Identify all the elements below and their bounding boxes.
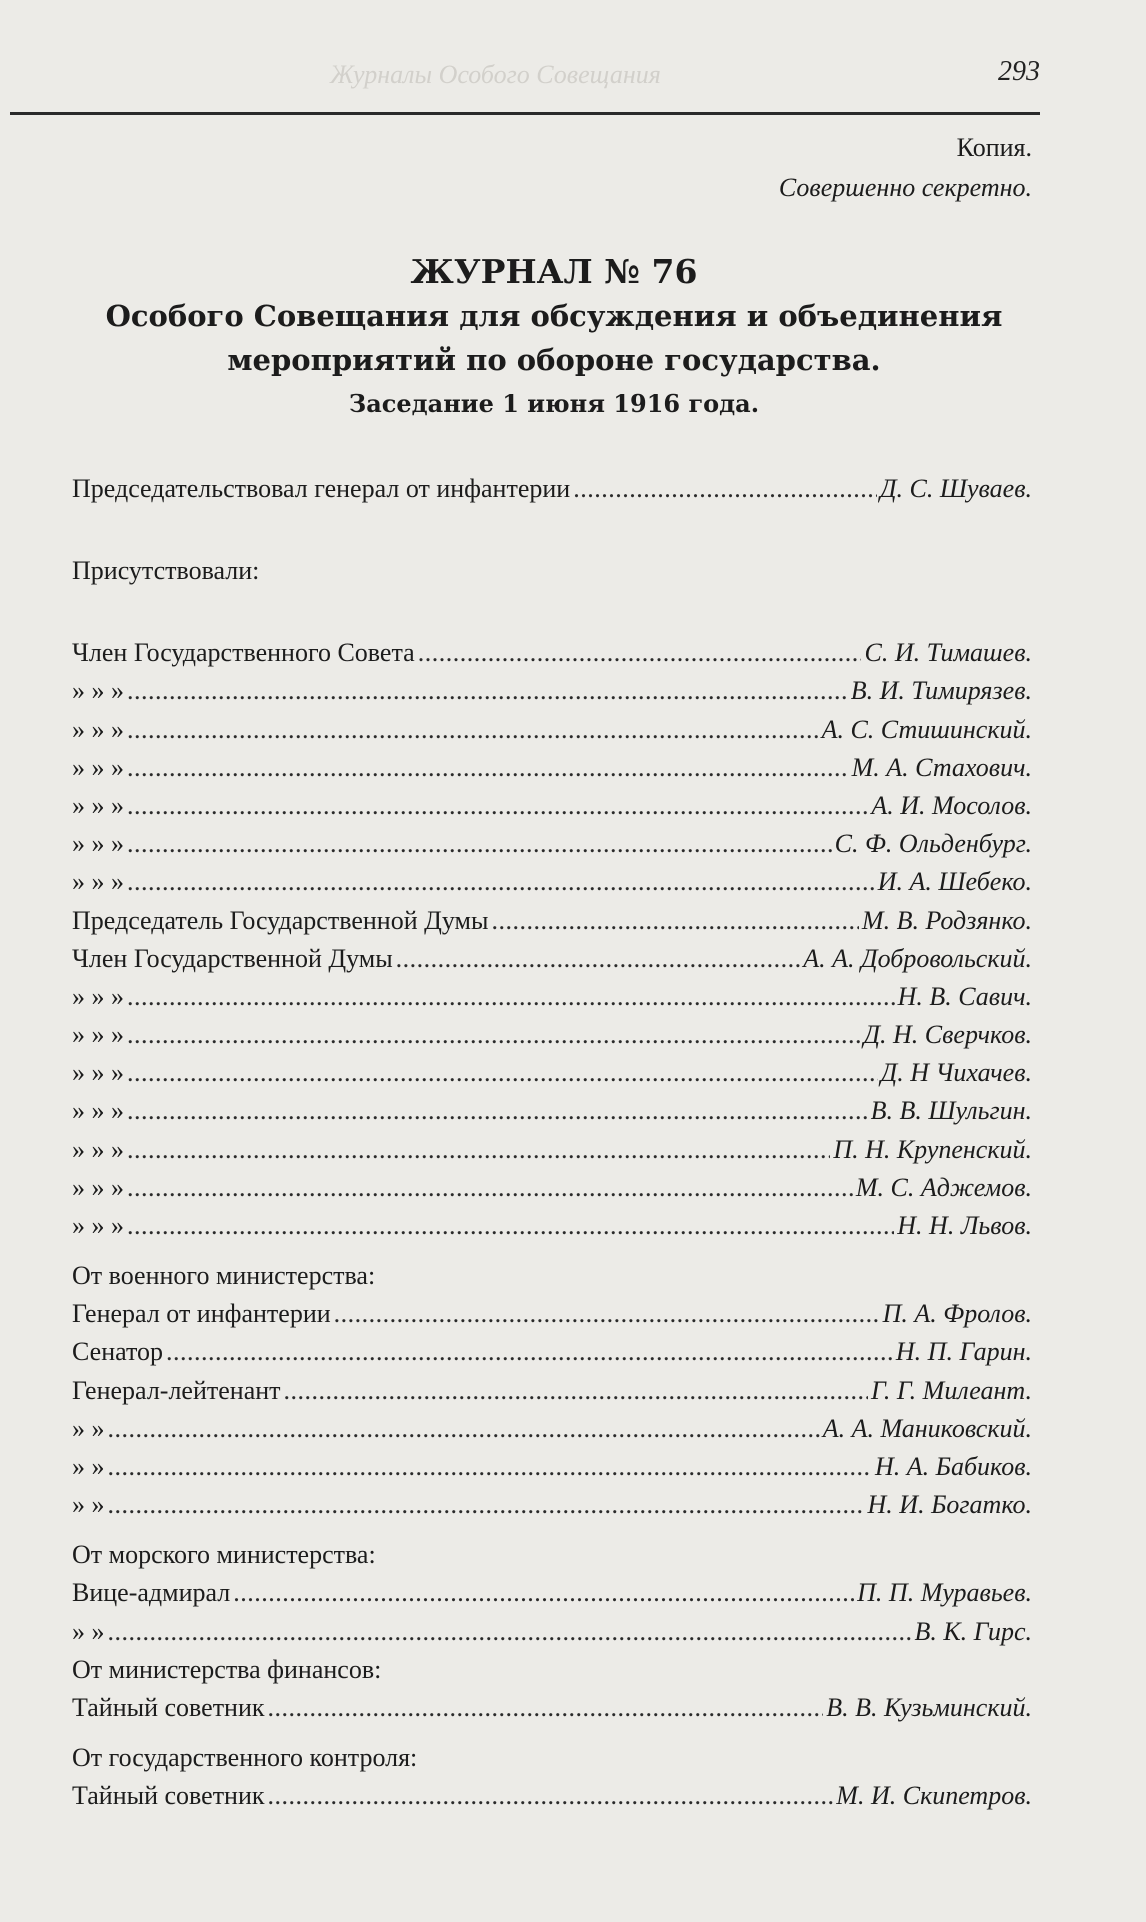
entry-name: М. И. Скипетров. xyxy=(836,1780,1032,1810)
subtitle-line-2: мероприятий по обороне государства. xyxy=(227,343,881,377)
leader-dots xyxy=(127,863,875,901)
session-date: Заседание 1 июня 1916 года. xyxy=(348,389,760,418)
leader-dots xyxy=(127,825,832,863)
header-rule xyxy=(10,112,1040,115)
entry-label: Генерал-лейтенант xyxy=(72,1375,281,1405)
page-number: 293 xyxy=(998,56,1040,87)
list-item xyxy=(72,902,1036,940)
list-item xyxy=(72,863,1036,901)
entry-label: » » xyxy=(72,1490,105,1520)
entry-name: Н. П. Гарин. xyxy=(895,1337,1032,1367)
navy-section xyxy=(72,1536,1036,1650)
list-item xyxy=(72,1131,1036,1169)
entry-label: » » » xyxy=(72,1020,124,1050)
entry-label: » » » xyxy=(72,790,124,820)
list-item xyxy=(72,749,1036,787)
entry-label: Член Государственной Думы xyxy=(72,943,393,973)
entry-label: » » » xyxy=(72,676,124,706)
duma-list xyxy=(72,902,1036,1246)
leader-dots xyxy=(127,749,849,787)
list-item xyxy=(72,672,1036,710)
list-item xyxy=(72,1448,1036,1486)
leader-dots xyxy=(127,978,895,1016)
entry-name: С. И. Тимашев. xyxy=(864,638,1032,668)
finance-section xyxy=(72,1651,1036,1727)
entry-label: Тайный советник xyxy=(72,1780,265,1810)
leader-dots xyxy=(127,1131,830,1169)
document-body xyxy=(72,128,1036,1815)
entry-name: Д. Н Чихачев. xyxy=(880,1058,1032,1088)
entry-label: » » » xyxy=(72,714,124,744)
list-item xyxy=(72,978,1036,1016)
entry-label: Председатель Государственной Думы xyxy=(72,905,489,935)
list-item xyxy=(72,1574,1036,1612)
entry-name: П. Н. Крупенский. xyxy=(833,1134,1032,1164)
list-item xyxy=(72,1169,1036,1207)
leader-dots xyxy=(108,1486,865,1524)
leader-dots xyxy=(418,634,862,672)
leader-dots xyxy=(127,672,848,710)
list-item xyxy=(72,825,1036,863)
entry-name: Н. А. Бабиков. xyxy=(874,1451,1032,1481)
entry-label: » » » xyxy=(72,1211,124,1240)
list-item xyxy=(72,1054,1036,1092)
section-heading: От государственного контроля: xyxy=(72,1742,418,1772)
entry-name: В. К. Гирс. xyxy=(914,1616,1032,1646)
entry-label: » » » xyxy=(72,752,124,782)
leader-dots xyxy=(108,1410,820,1448)
leader-dots xyxy=(573,470,877,508)
leader-dots xyxy=(268,1689,824,1727)
entry-name: В. И. Тимирязев. xyxy=(850,676,1032,706)
leader-dots xyxy=(108,1613,912,1651)
leader-dots xyxy=(268,1777,834,1815)
leader-dots xyxy=(127,711,819,749)
chair-entry xyxy=(72,470,1036,508)
leader-dots xyxy=(334,1295,880,1333)
entry-label: » » xyxy=(72,1616,105,1646)
leader-dots xyxy=(127,1169,853,1207)
leader-dots xyxy=(127,1016,860,1054)
state-council-list xyxy=(72,634,1036,901)
entry-name: Н. Н. Львов. xyxy=(897,1211,1032,1240)
entry-name: Д. С. Шуваев. xyxy=(880,474,1032,503)
leader-dots xyxy=(284,1372,868,1410)
leader-dots xyxy=(233,1574,854,1612)
attendees-heading: Присутствовали: xyxy=(72,556,260,586)
leader-dots xyxy=(491,902,858,940)
entry-label: » » » xyxy=(72,829,124,859)
list-item xyxy=(72,1295,1036,1333)
list-item xyxy=(72,1372,1036,1410)
list-item xyxy=(72,1689,1036,1727)
list-item xyxy=(72,1333,1036,1371)
entry-name: С. Ф. Ольденбург. xyxy=(834,829,1032,859)
subtitle-line-1: Особого Совещания для обсуждения и объединения xyxy=(105,299,1003,333)
entry-label: » » » xyxy=(72,1058,124,1088)
list-item xyxy=(72,711,1036,749)
list-item xyxy=(72,1613,1036,1651)
entry-name: А. А. Добровольский. xyxy=(803,943,1032,973)
list-item xyxy=(72,1092,1036,1130)
leader-dots xyxy=(127,1207,894,1245)
leader-dots xyxy=(166,1333,893,1371)
entry-label: » » » xyxy=(72,1172,124,1202)
entry-name: В. В. Шульгин. xyxy=(870,1096,1032,1126)
state-control-section xyxy=(72,1739,1036,1815)
entry-label: » » » xyxy=(72,1096,124,1126)
entry-name: М. А. Стахович. xyxy=(851,752,1032,782)
entry-name: П. А. Фролов. xyxy=(882,1299,1032,1329)
entry-name: Д. Н. Сверчков. xyxy=(863,1020,1032,1050)
running-title: Журналы Особого Совещания xyxy=(330,60,661,89)
entry-name: А. С. Стишинский. xyxy=(821,714,1032,744)
list-item xyxy=(72,1207,1036,1245)
leader-dots xyxy=(108,1448,872,1486)
section-heading: От военного министерства: xyxy=(72,1261,376,1291)
entry-name: А. И. Мосолов. xyxy=(871,790,1032,820)
entry-label: Генерал от инфантерии xyxy=(72,1299,331,1329)
list-item xyxy=(72,634,1036,672)
list-item xyxy=(72,1016,1036,1054)
leader-dots xyxy=(127,1054,878,1092)
section-heading: От морского министерства: xyxy=(72,1540,376,1570)
leader-dots xyxy=(127,1092,868,1130)
entry-name: Н. В. Савич. xyxy=(897,981,1032,1011)
journal-title: ЖУРНАЛ № 76 xyxy=(410,252,698,291)
entry-name: П. П. Муравьев. xyxy=(857,1578,1032,1608)
entry-label: » » » xyxy=(72,1134,124,1164)
entry-label: » » » xyxy=(72,867,124,897)
military-section xyxy=(72,1257,1036,1524)
entry-label: » » xyxy=(72,1413,105,1443)
entry-label: Сенатор xyxy=(72,1337,163,1367)
entry-name: В. В. Кузьминский. xyxy=(826,1692,1032,1722)
list-item xyxy=(72,940,1036,978)
list-item xyxy=(72,1486,1036,1524)
entry-name: А. А. Маниковский. xyxy=(822,1413,1032,1443)
entry-label: » » » xyxy=(72,981,124,1011)
classification-label: Совершенно секретно. xyxy=(778,173,1032,202)
section-heading: От министерства финансов: xyxy=(72,1654,382,1684)
list-item xyxy=(72,1410,1036,1448)
entry-name: Н. И. Богатко. xyxy=(867,1490,1032,1520)
list-item xyxy=(72,787,1036,825)
entry-label: » » xyxy=(72,1451,105,1481)
entry-name: Г. Г. Милеант. xyxy=(870,1375,1032,1405)
leader-dots xyxy=(396,940,801,978)
copy-label: Копия. xyxy=(956,133,1032,162)
entry-label: Председательствовал генерал от инфантерии xyxy=(72,474,571,503)
leader-dots xyxy=(127,787,868,825)
entry-name: И. А. Шебеко. xyxy=(877,867,1032,897)
entry-name: М. В. Родзянко. xyxy=(861,905,1032,935)
entry-label: Член Государственного Совета xyxy=(72,638,415,668)
entry-label: Тайный советник xyxy=(72,1692,265,1722)
running-head xyxy=(0,52,1040,92)
entry-name: М. С. Аджемов. xyxy=(855,1172,1032,1202)
list-item xyxy=(72,1777,1036,1815)
entry-label: Вице-адмирал xyxy=(72,1578,231,1608)
